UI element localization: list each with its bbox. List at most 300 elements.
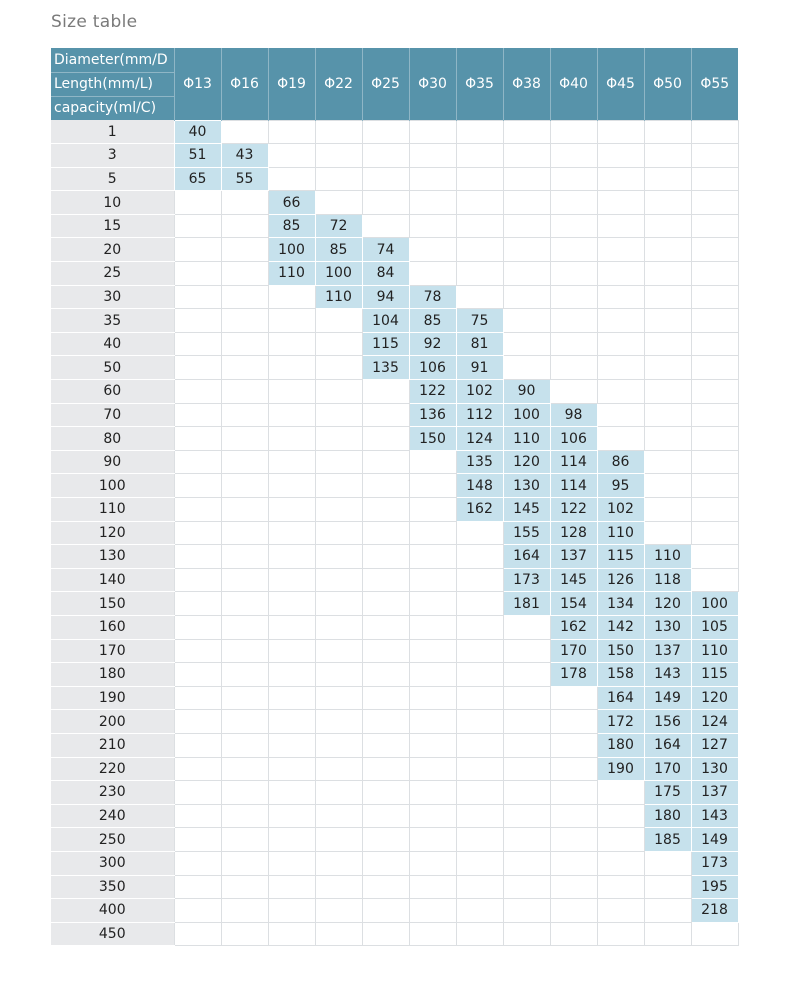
- empty-cell: [221, 191, 268, 215]
- length-value-cell: 100: [268, 238, 315, 262]
- capacity-label: 35: [51, 309, 174, 333]
- empty-cell: [456, 828, 503, 852]
- empty-cell: [362, 922, 409, 946]
- empty-cell: [456, 922, 503, 946]
- empty-cell: [597, 238, 644, 262]
- table-row: [51, 262, 738, 286]
- table-row: [51, 899, 738, 923]
- length-value-cell: 110: [268, 262, 315, 286]
- table-row: [51, 568, 738, 592]
- empty-cell: [644, 144, 691, 168]
- empty-cell: [456, 167, 503, 191]
- length-value-cell: 175: [644, 781, 691, 805]
- empty-cell: [362, 521, 409, 545]
- table-row: [51, 498, 738, 522]
- empty-cell: [174, 663, 221, 687]
- length-value-cell: 170: [644, 757, 691, 781]
- length-value-cell: 143: [644, 663, 691, 687]
- empty-cell: [174, 403, 221, 427]
- empty-cell: [221, 899, 268, 923]
- table-row: [51, 733, 738, 757]
- length-value-cell: 106: [409, 356, 456, 380]
- empty-cell: [644, 922, 691, 946]
- length-value-cell: 74: [362, 238, 409, 262]
- length-value-cell: 124: [456, 427, 503, 451]
- empty-cell: [503, 285, 550, 309]
- empty-cell: [503, 804, 550, 828]
- table-row: [51, 875, 738, 899]
- empty-cell: [550, 710, 597, 734]
- empty-cell: [644, 521, 691, 545]
- length-value-cell: 102: [597, 498, 644, 522]
- empty-cell: [456, 545, 503, 569]
- empty-cell: [174, 262, 221, 286]
- empty-cell: [409, 474, 456, 498]
- empty-cell: [221, 828, 268, 852]
- empty-cell: [315, 875, 362, 899]
- length-value-cell: 100: [503, 403, 550, 427]
- empty-cell: [268, 450, 315, 474]
- empty-cell: [174, 521, 221, 545]
- empty-cell: [550, 757, 597, 781]
- empty-cell: [221, 450, 268, 474]
- empty-cell: [362, 498, 409, 522]
- length-value-cell: 81: [456, 332, 503, 356]
- empty-cell: [315, 144, 362, 168]
- empty-cell: [174, 332, 221, 356]
- empty-cell: [597, 214, 644, 238]
- diameter-header: Φ25: [362, 48, 409, 120]
- empty-cell: [597, 332, 644, 356]
- empty-cell: [644, 899, 691, 923]
- length-value-cell: 173: [691, 851, 738, 875]
- empty-cell: [691, 403, 738, 427]
- empty-cell: [550, 167, 597, 191]
- empty-cell: [597, 262, 644, 286]
- capacity-label: 25: [51, 262, 174, 286]
- empty-cell: [315, 828, 362, 852]
- table-row: [51, 167, 738, 191]
- empty-cell: [174, 686, 221, 710]
- empty-cell: [174, 450, 221, 474]
- empty-cell: [174, 922, 221, 946]
- empty-cell: [409, 733, 456, 757]
- length-value-cell: 120: [644, 592, 691, 616]
- length-value-cell: 115: [362, 332, 409, 356]
- length-value-cell: 75: [456, 309, 503, 333]
- capacity-label: 60: [51, 380, 174, 404]
- empty-cell: [221, 120, 268, 144]
- empty-cell: [503, 851, 550, 875]
- empty-cell: [644, 450, 691, 474]
- empty-cell: [221, 875, 268, 899]
- empty-cell: [174, 474, 221, 498]
- table-row: [51, 120, 738, 144]
- diameter-header: Φ35: [456, 48, 503, 120]
- empty-cell: [409, 498, 456, 522]
- empty-cell: [644, 851, 691, 875]
- empty-cell: [174, 309, 221, 333]
- empty-cell: [362, 144, 409, 168]
- empty-cell: [221, 804, 268, 828]
- diameter-header: Φ22: [315, 48, 362, 120]
- empty-cell: [597, 851, 644, 875]
- empty-cell: [456, 733, 503, 757]
- length-value-cell: 178: [550, 663, 597, 687]
- length-value-cell: 84: [362, 262, 409, 286]
- empty-cell: [597, 144, 644, 168]
- length-value-cell: 55: [221, 167, 268, 191]
- diameter-header: Φ19: [268, 48, 315, 120]
- length-value-cell: 128: [550, 521, 597, 545]
- length-value-cell: 156: [644, 710, 691, 734]
- empty-cell: [315, 686, 362, 710]
- empty-cell: [268, 922, 315, 946]
- table-row: [51, 403, 738, 427]
- empty-cell: [362, 663, 409, 687]
- empty-cell: [315, 639, 362, 663]
- length-value-cell: 172: [597, 710, 644, 734]
- empty-cell: [174, 899, 221, 923]
- empty-cell: [174, 568, 221, 592]
- empty-cell: [644, 238, 691, 262]
- length-value-cell: 130: [503, 474, 550, 498]
- length-value-cell: 143: [691, 804, 738, 828]
- empty-cell: [456, 851, 503, 875]
- empty-cell: [550, 380, 597, 404]
- empty-cell: [409, 144, 456, 168]
- empty-cell: [691, 498, 738, 522]
- length-value-cell: 105: [691, 615, 738, 639]
- header-diameter-label: Diameter(mm/D: [51, 48, 174, 72]
- empty-cell: [409, 545, 456, 569]
- capacity-label: 350: [51, 875, 174, 899]
- empty-cell: [268, 285, 315, 309]
- length-value-cell: 78: [409, 285, 456, 309]
- capacity-label: 240: [51, 804, 174, 828]
- length-value-cell: 180: [644, 804, 691, 828]
- empty-cell: [456, 214, 503, 238]
- empty-cell: [503, 120, 550, 144]
- length-value-cell: 130: [691, 757, 738, 781]
- empty-cell: [362, 191, 409, 215]
- empty-cell: [550, 144, 597, 168]
- empty-cell: [409, 167, 456, 191]
- empty-cell: [550, 875, 597, 899]
- empty-cell: [503, 781, 550, 805]
- size-table: [51, 48, 739, 946]
- table-row: [51, 663, 738, 687]
- empty-cell: [456, 804, 503, 828]
- empty-cell: [409, 568, 456, 592]
- empty-cell: [268, 875, 315, 899]
- empty-cell: [550, 686, 597, 710]
- empty-cell: [174, 804, 221, 828]
- empty-cell: [644, 191, 691, 215]
- length-value-cell: 114: [550, 474, 597, 498]
- empty-cell: [268, 757, 315, 781]
- capacity-label: 10: [51, 191, 174, 215]
- empty-cell: [174, 851, 221, 875]
- table-row: [51, 781, 738, 805]
- empty-cell: [644, 285, 691, 309]
- empty-cell: [174, 710, 221, 734]
- empty-cell: [315, 568, 362, 592]
- capacity-label: 160: [51, 615, 174, 639]
- empty-cell: [550, 781, 597, 805]
- empty-cell: [503, 899, 550, 923]
- empty-cell: [268, 568, 315, 592]
- empty-cell: [691, 568, 738, 592]
- empty-cell: [503, 686, 550, 710]
- empty-cell: [315, 309, 362, 333]
- capacity-label: 190: [51, 686, 174, 710]
- empty-cell: [315, 922, 362, 946]
- empty-cell: [691, 120, 738, 144]
- capacity-label: 3: [51, 144, 174, 168]
- empty-cell: [691, 191, 738, 215]
- empty-cell: [315, 615, 362, 639]
- empty-cell: [456, 285, 503, 309]
- table-body: [51, 120, 738, 946]
- header-length-label: Length(mm/L): [51, 72, 174, 96]
- diameter-header: Φ16: [221, 48, 268, 120]
- length-value-cell: 162: [550, 615, 597, 639]
- empty-cell: [268, 521, 315, 545]
- empty-cell: [362, 733, 409, 757]
- empty-cell: [221, 238, 268, 262]
- empty-cell: [174, 238, 221, 262]
- length-value-cell: 185: [644, 828, 691, 852]
- empty-cell: [221, 710, 268, 734]
- empty-cell: [268, 309, 315, 333]
- diameter-header: Φ45: [597, 48, 644, 120]
- length-value-cell: 95: [597, 474, 644, 498]
- empty-cell: [362, 875, 409, 899]
- empty-cell: [221, 309, 268, 333]
- empty-cell: [315, 191, 362, 215]
- empty-cell: [409, 191, 456, 215]
- empty-cell: [456, 875, 503, 899]
- empty-cell: [268, 804, 315, 828]
- empty-cell: [503, 875, 550, 899]
- empty-cell: [550, 828, 597, 852]
- empty-cell: [503, 710, 550, 734]
- empty-cell: [597, 309, 644, 333]
- empty-cell: [503, 262, 550, 286]
- empty-cell: [315, 663, 362, 687]
- empty-cell: [174, 828, 221, 852]
- table-row: [51, 427, 738, 451]
- capacity-label: 120: [51, 521, 174, 545]
- length-value-cell: 195: [691, 875, 738, 899]
- empty-cell: [221, 332, 268, 356]
- empty-cell: [456, 639, 503, 663]
- length-value-cell: 112: [456, 403, 503, 427]
- empty-cell: [268, 545, 315, 569]
- empty-cell: [409, 875, 456, 899]
- empty-cell: [550, 309, 597, 333]
- empty-cell: [221, 380, 268, 404]
- empty-cell: [456, 568, 503, 592]
- empty-cell: [221, 733, 268, 757]
- empty-cell: [503, 191, 550, 215]
- empty-cell: [268, 498, 315, 522]
- empty-cell: [315, 120, 362, 144]
- length-value-cell: 180: [597, 733, 644, 757]
- empty-cell: [315, 851, 362, 875]
- length-value-cell: 164: [597, 686, 644, 710]
- length-value-cell: 102: [456, 380, 503, 404]
- empty-cell: [644, 474, 691, 498]
- empty-cell: [315, 403, 362, 427]
- empty-cell: [221, 686, 268, 710]
- length-value-cell: 51: [174, 144, 221, 168]
- length-value-cell: 104: [362, 309, 409, 333]
- empty-cell: [268, 120, 315, 144]
- empty-cell: [362, 804, 409, 828]
- empty-cell: [268, 474, 315, 498]
- empty-cell: [456, 262, 503, 286]
- length-value-cell: 137: [644, 639, 691, 663]
- empty-cell: [597, 427, 644, 451]
- empty-cell: [597, 922, 644, 946]
- empty-cell: [409, 663, 456, 687]
- empty-cell: [409, 592, 456, 616]
- capacity-label: 220: [51, 757, 174, 781]
- empty-cell: [362, 686, 409, 710]
- table-row: [51, 804, 738, 828]
- empty-cell: [503, 639, 550, 663]
- length-value-cell: 130: [644, 615, 691, 639]
- table-row: [51, 144, 738, 168]
- empty-cell: [644, 875, 691, 899]
- length-value-cell: 110: [597, 521, 644, 545]
- empty-cell: [174, 214, 221, 238]
- empty-cell: [409, 214, 456, 238]
- diameter-header: Φ55: [691, 48, 738, 120]
- empty-cell: [409, 828, 456, 852]
- length-value-cell: 135: [362, 356, 409, 380]
- empty-cell: [456, 238, 503, 262]
- empty-cell: [503, 733, 550, 757]
- length-value-cell: 127: [691, 733, 738, 757]
- diameter-header: Φ38: [503, 48, 550, 120]
- table-header: [51, 48, 738, 120]
- page-title: Size table: [51, 12, 138, 32]
- length-value-cell: 135: [456, 450, 503, 474]
- length-value-cell: 154: [550, 592, 597, 616]
- empty-cell: [362, 615, 409, 639]
- empty-cell: [550, 214, 597, 238]
- length-value-cell: 43: [221, 144, 268, 168]
- empty-cell: [691, 285, 738, 309]
- table-row: [51, 851, 738, 875]
- length-value-cell: 118: [644, 568, 691, 592]
- empty-cell: [268, 663, 315, 687]
- length-value-cell: 115: [597, 545, 644, 569]
- empty-cell: [362, 851, 409, 875]
- length-value-cell: 122: [409, 380, 456, 404]
- length-value-cell: 149: [691, 828, 738, 852]
- table-row: [51, 285, 738, 309]
- empty-cell: [597, 828, 644, 852]
- length-value-cell: 145: [550, 568, 597, 592]
- capacity-label: 30: [51, 285, 174, 309]
- empty-cell: [550, 733, 597, 757]
- empty-cell: [409, 851, 456, 875]
- length-value-cell: 149: [644, 686, 691, 710]
- empty-cell: [550, 899, 597, 923]
- length-value-cell: 110: [315, 285, 362, 309]
- empty-cell: [409, 450, 456, 474]
- length-value-cell: 106: [550, 427, 597, 451]
- capacity-label: 140: [51, 568, 174, 592]
- empty-cell: [597, 403, 644, 427]
- empty-cell: [456, 686, 503, 710]
- table-row: [51, 191, 738, 215]
- table-row: [51, 592, 738, 616]
- empty-cell: [315, 356, 362, 380]
- empty-cell: [409, 781, 456, 805]
- empty-cell: [362, 757, 409, 781]
- length-value-cell: 173: [503, 568, 550, 592]
- empty-cell: [221, 851, 268, 875]
- empty-cell: [691, 380, 738, 404]
- length-value-cell: 114: [550, 450, 597, 474]
- table-row: [51, 238, 738, 262]
- empty-cell: [644, 262, 691, 286]
- empty-cell: [174, 285, 221, 309]
- empty-cell: [174, 781, 221, 805]
- empty-cell: [503, 922, 550, 946]
- table-row: [51, 710, 738, 734]
- capacity-label: 80: [51, 427, 174, 451]
- empty-cell: [221, 474, 268, 498]
- empty-cell: [456, 615, 503, 639]
- empty-cell: [644, 380, 691, 404]
- empty-cell: [409, 521, 456, 545]
- length-value-cell: 155: [503, 521, 550, 545]
- diameter-header: Φ30: [409, 48, 456, 120]
- length-value-cell: 86: [597, 450, 644, 474]
- capacity-label: 90: [51, 450, 174, 474]
- empty-cell: [315, 521, 362, 545]
- length-value-cell: 122: [550, 498, 597, 522]
- capacity-label: 230: [51, 781, 174, 805]
- length-value-cell: 91: [456, 356, 503, 380]
- empty-cell: [362, 474, 409, 498]
- empty-cell: [691, 214, 738, 238]
- table-row: [51, 922, 738, 946]
- empty-cell: [221, 568, 268, 592]
- empty-cell: [691, 238, 738, 262]
- empty-cell: [362, 545, 409, 569]
- empty-cell: [315, 733, 362, 757]
- empty-cell: [174, 356, 221, 380]
- empty-cell: [268, 733, 315, 757]
- empty-cell: [503, 663, 550, 687]
- empty-cell: [315, 757, 362, 781]
- capacity-label: 130: [51, 545, 174, 569]
- empty-cell: [409, 757, 456, 781]
- empty-cell: [691, 545, 738, 569]
- empty-cell: [362, 710, 409, 734]
- length-value-cell: 110: [691, 639, 738, 663]
- length-value-cell: 100: [315, 262, 362, 286]
- empty-cell: [597, 781, 644, 805]
- length-value-cell: 65: [174, 167, 221, 191]
